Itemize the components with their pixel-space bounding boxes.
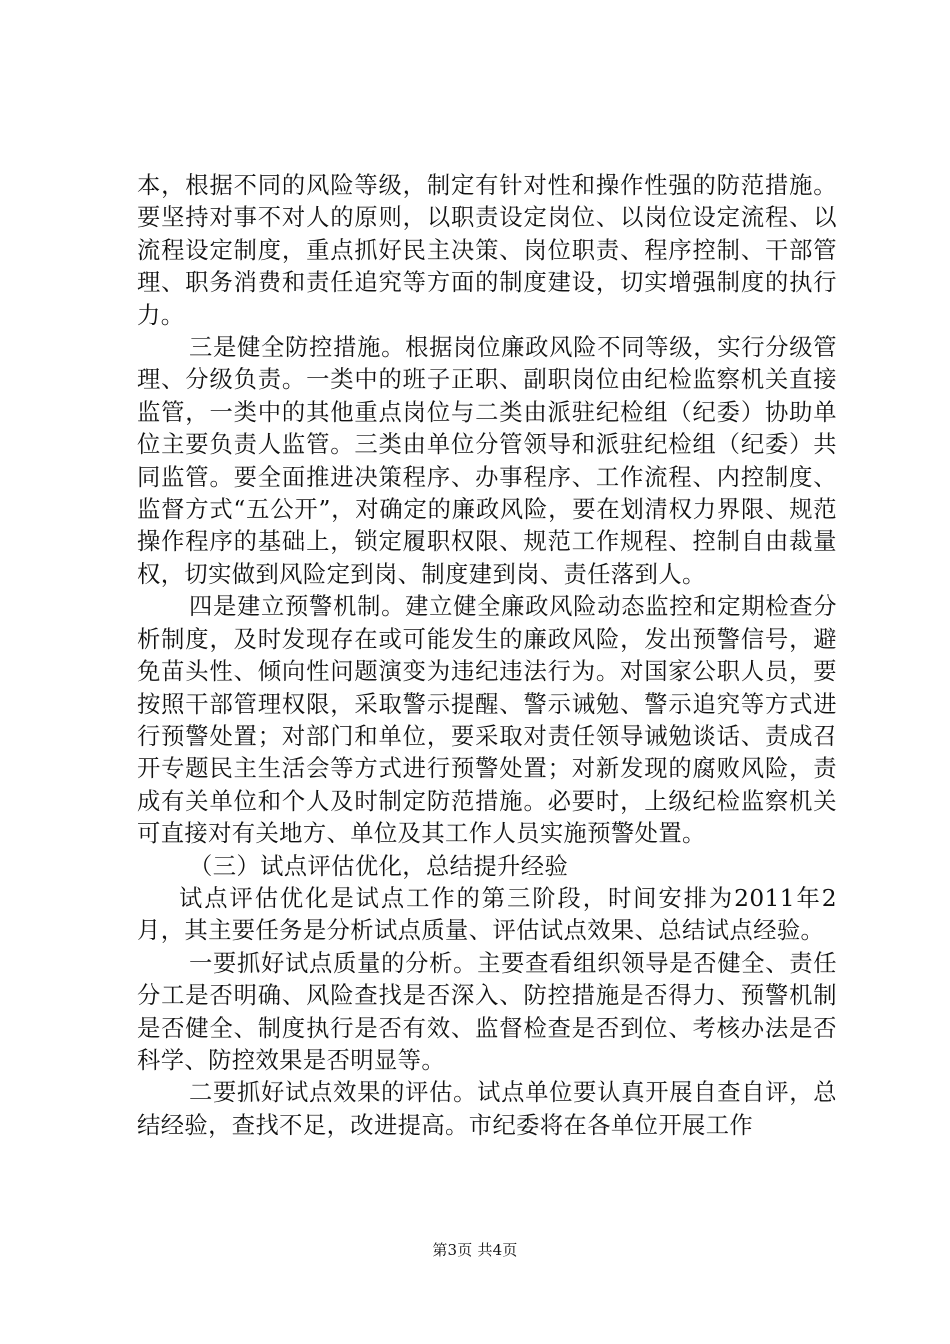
paragraph-task-two: 二要抓好试点效果的评估。试点单位要认真开展自查自评，总结经验，查找不足，改进提高。市纪委将在各单位开展工作: [137, 1079, 837, 1139]
document-body: [137, 170, 837, 1142]
paragraph-continuation: 本，根据不同的风险等级，制定有针对性和操作性强的防范措施。要坚持对事不对人的原则，以职责设定岗位、以岗位设定流程、以流程设定制度，重点抓好民主决策、岗位职责、程序控制、干部管理、职务消费和责任追究等方面的制度建设，切实增强制度的执行力。: [137, 172, 837, 329]
section-heading: （三）试点评估优化，总结提升经验: [189, 852, 569, 880]
page-footer: 第3页 共4页: [432, 1241, 518, 1259]
paragraph-task-one: 一要抓好试点质量的分析。主要查看组织领导是否健全、责任分工是否明确、风险查找是否深入、防控措施是否得力、预警机制是否健全、制度执行是否有效、监督检查是否到位、考核办法是否科学、防控效果是否明显等。: [137, 949, 837, 1074]
paragraph-stage-three: 试点评估优化是试点工作的第三阶段，时间安排为2011年2月，其主要任务是分析试点质量、评估试点效果、总结试点经验。: [137, 884, 837, 945]
paragraph-measure-three: 三是健全防控措施。根据岗位廉政风险不同等级，实行分级管理、分级负责。一类中的班子正职、副职岗位由纪检监察机关直接监管，一类中的其他重点岗位与二类由派驻纪检组（纪委）协助单位主要负责人监管。三类由单位分管领导和派驻纪检组（纪委）共同监管。要全面推进决策程序、办事程序、工作流程、内控制度、监督方式“五公开”，对确定的廉政风险，要在划清权力界限、规范操作程序的基础上，锁定履职权限、规范工作规程、控制自由裁量权，切实做到风险定到岗、制度建到岗、责任落到人。: [137, 334, 837, 588]
paragraph-measure-four: 四是建立预警机制。建立健全廉政风险动态监控和定期检查分析制度，及时发现存在或可能发生的廉政风险，发出预警信号，避免苗头性、倾向性问题演变为违纪违法行为。对国家公职人员，要按照干部管理权限，采取警示提醒、警示诫勉、警示追究等方式进行预警处置；对部门和单位，要采取对责任领导诫勉谈话、责成召开专题民主生活会等方式进行预警处置；对新发现的腐败风险，责成有关单位和个人及时制定防范措施。必要时，上级纪检监察机关可直接对有关地方、单位及其工作人员实施预警处置。: [137, 593, 837, 848]
